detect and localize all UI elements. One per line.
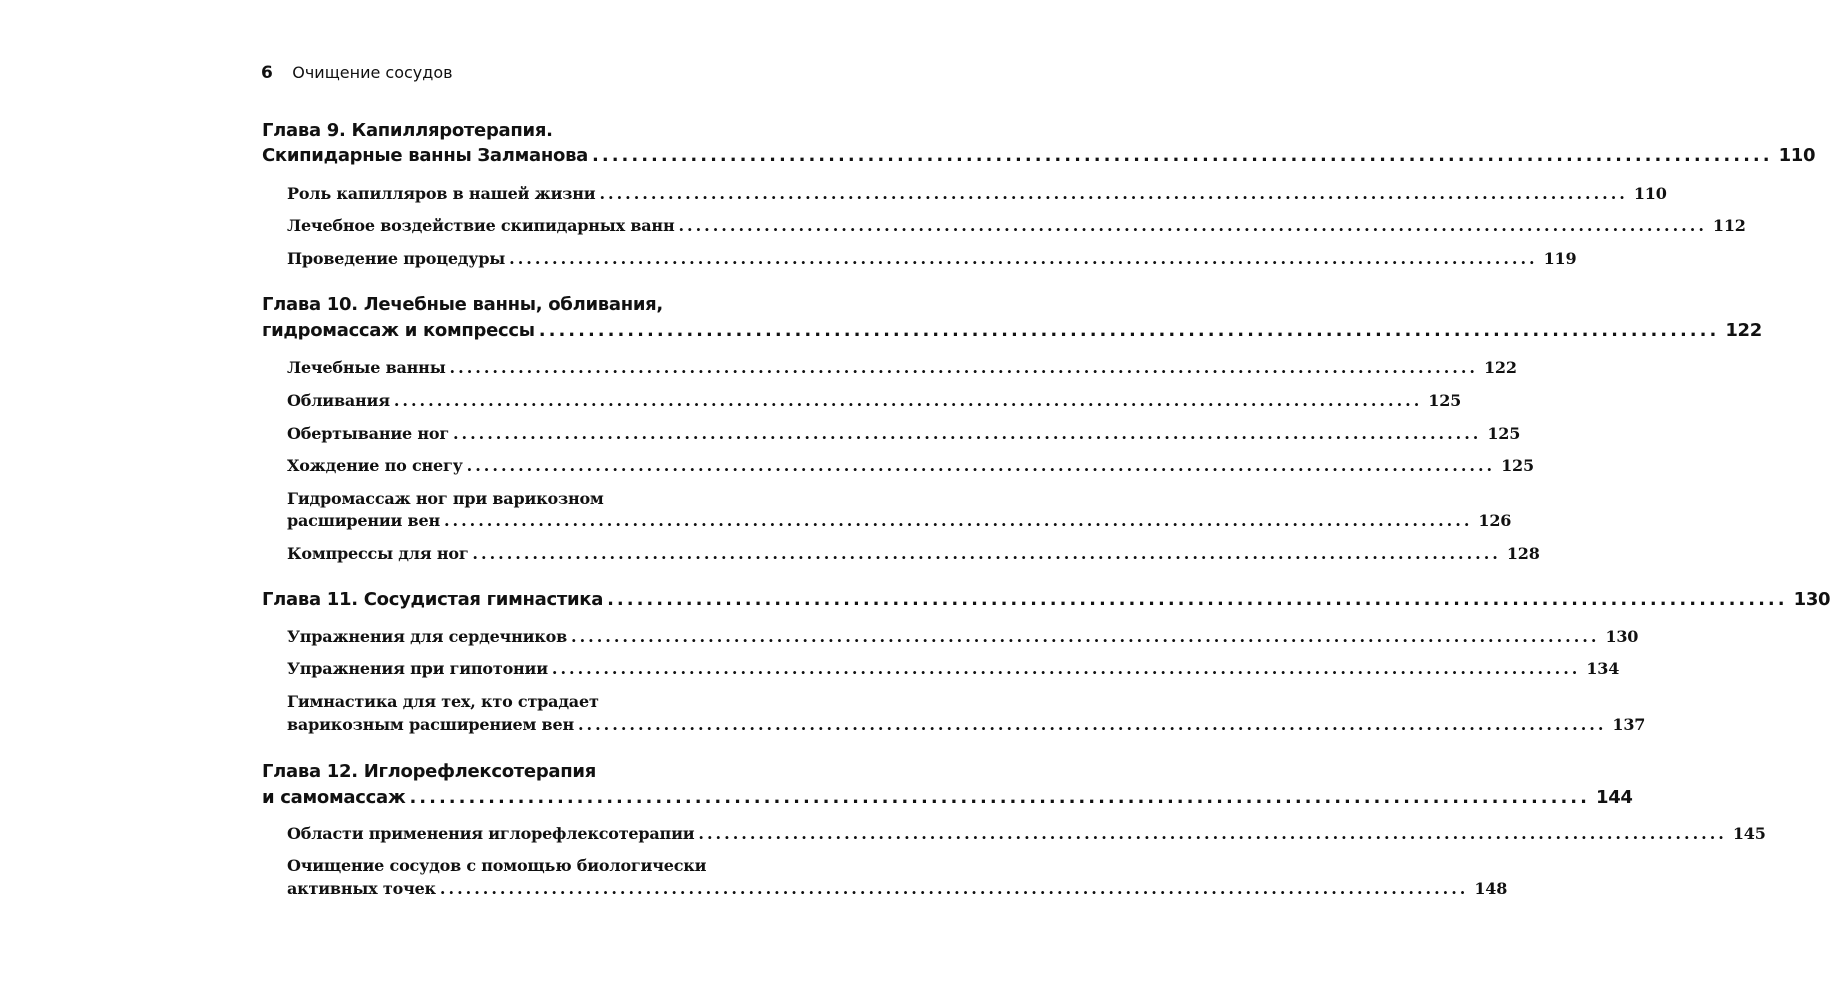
chapter-title: гидромассаж и компрессы <box>262 320 535 341</box>
page-ref: 125 <box>1428 391 1462 410</box>
section-heading-line: Очищение сосудов с помощью биологически <box>287 856 707 875</box>
page-ref: 128 <box>1506 544 1540 563</box>
section-title: расширении вен <box>287 511 440 530</box>
section-title: варикозным расширением вен <box>287 715 574 734</box>
page-number: 6 <box>261 63 273 83</box>
page-ref: 122 <box>1483 358 1517 377</box>
dot-leader: ........................................................................................................................ <box>466 456 1496 475</box>
page-ref: 130 <box>1793 589 1830 610</box>
section-title: Упражнения для сердечников <box>287 627 567 646</box>
dot-leader: ........................................................................................................................ <box>592 145 1773 166</box>
section-title: Упражнения при гипотонии <box>287 659 548 678</box>
dot-leader: ........................................................................................................................ <box>443 511 1473 530</box>
section-entry <box>287 184 1667 203</box>
page-ref: 110 <box>1778 145 1816 166</box>
chapter-heading: Глава 10. Лечебные ванны, обливания, <box>262 294 663 315</box>
section-entry <box>287 544 1540 563</box>
chapter-title: Глава 11. Сосудистая гимнастика <box>262 589 604 610</box>
page-ref: 134 <box>1586 659 1620 678</box>
section-entry <box>287 424 1521 443</box>
section-title: активных точек <box>287 879 436 898</box>
dot-leader: ........................................................................................................................ <box>509 249 1538 268</box>
page-ref: 125 <box>1501 456 1534 475</box>
dot-leader: ........................................................................................................................ <box>452 424 1482 443</box>
section-entry <box>287 391 1462 410</box>
dot-leader: ........................................................................................................................ <box>449 358 1478 377</box>
dot-leader: ........................................................................................................................ <box>698 824 1727 843</box>
section-entry <box>287 249 1577 268</box>
page-ref: 148 <box>1474 879 1508 898</box>
dot-leader: ........................................................................................................................ <box>577 715 1607 734</box>
chapter-entry <box>262 320 1762 341</box>
section-title: Лечебные ванны <box>287 358 446 377</box>
section-entry <box>287 216 1746 235</box>
section-title: Проведение процедуры <box>287 249 506 268</box>
section-entry <box>287 659 1620 678</box>
running-title: Очищение сосудов <box>292 63 453 82</box>
section-title: Области применения иглорефлексотерапии <box>287 824 695 843</box>
section-title: Хождение по снегу <box>287 456 463 475</box>
dot-leader: ........................................................................................................................ <box>607 589 1788 610</box>
page-ref: 112 <box>1712 216 1746 235</box>
page-ref: 125 <box>1487 424 1521 443</box>
chapter-entry <box>262 589 1830 610</box>
page-ref: 145 <box>1732 824 1766 843</box>
dot-leader: ........................................................................................................................ <box>472 544 1501 563</box>
dot-leader: ........................................................................................................................ <box>439 879 1469 898</box>
section-title: Обливания <box>287 391 390 410</box>
section-entry <box>287 824 1766 843</box>
chapter-heading: Глава 9. Капилляротерапия. <box>262 120 553 141</box>
section-title: Роль капилляров в нашей жизни <box>287 184 596 203</box>
page-ref: 119 <box>1543 249 1577 268</box>
section-entry <box>287 715 1646 734</box>
chapter-title: Скипидарные ванны Залманова <box>262 145 589 166</box>
page-ref: 130 <box>1605 627 1639 646</box>
section-entry <box>287 358 1517 377</box>
dot-leader: ........................................................................................................................ <box>599 184 1628 203</box>
dot-leader: ........................................................................................................................ <box>551 659 1581 678</box>
dot-leader: ........................................................................................................................ <box>678 216 1707 235</box>
dot-leader: ........................................................................................................................ <box>409 787 1590 808</box>
page-ref: 122 <box>1725 320 1762 341</box>
page-ref: 144 <box>1595 787 1633 808</box>
page-ref: 110 <box>1633 184 1667 203</box>
page-ref: 137 <box>1612 715 1646 734</box>
chapter-title: и самомассаж <box>262 787 406 808</box>
section-title: Лечебное воздействие скипидарных ванн <box>287 216 675 235</box>
section-entry <box>287 627 1639 646</box>
section-title: Компрессы для ног <box>287 544 469 563</box>
chapter-entry <box>262 787 1633 808</box>
dot-leader: ........................................................................................................................ <box>571 627 1600 646</box>
section-entry <box>287 879 1508 898</box>
dot-leader: ........................................................................................................................ <box>538 320 1720 341</box>
section-heading-line: Гимнастика для тех, кто страдает <box>287 692 599 711</box>
chapter-entry <box>262 145 1816 166</box>
section-entry <box>287 511 1512 530</box>
section-heading-line: Гидромассаж ног при варикозном <box>287 489 604 508</box>
section-entry <box>287 456 1534 475</box>
section-title: Обертывание ног <box>287 424 449 443</box>
dot-leader: ........................................................................................................................ <box>393 391 1423 410</box>
chapter-heading: Глава 12. Иглорефлексотерапия <box>262 761 596 782</box>
page-ref: 126 <box>1478 511 1512 530</box>
